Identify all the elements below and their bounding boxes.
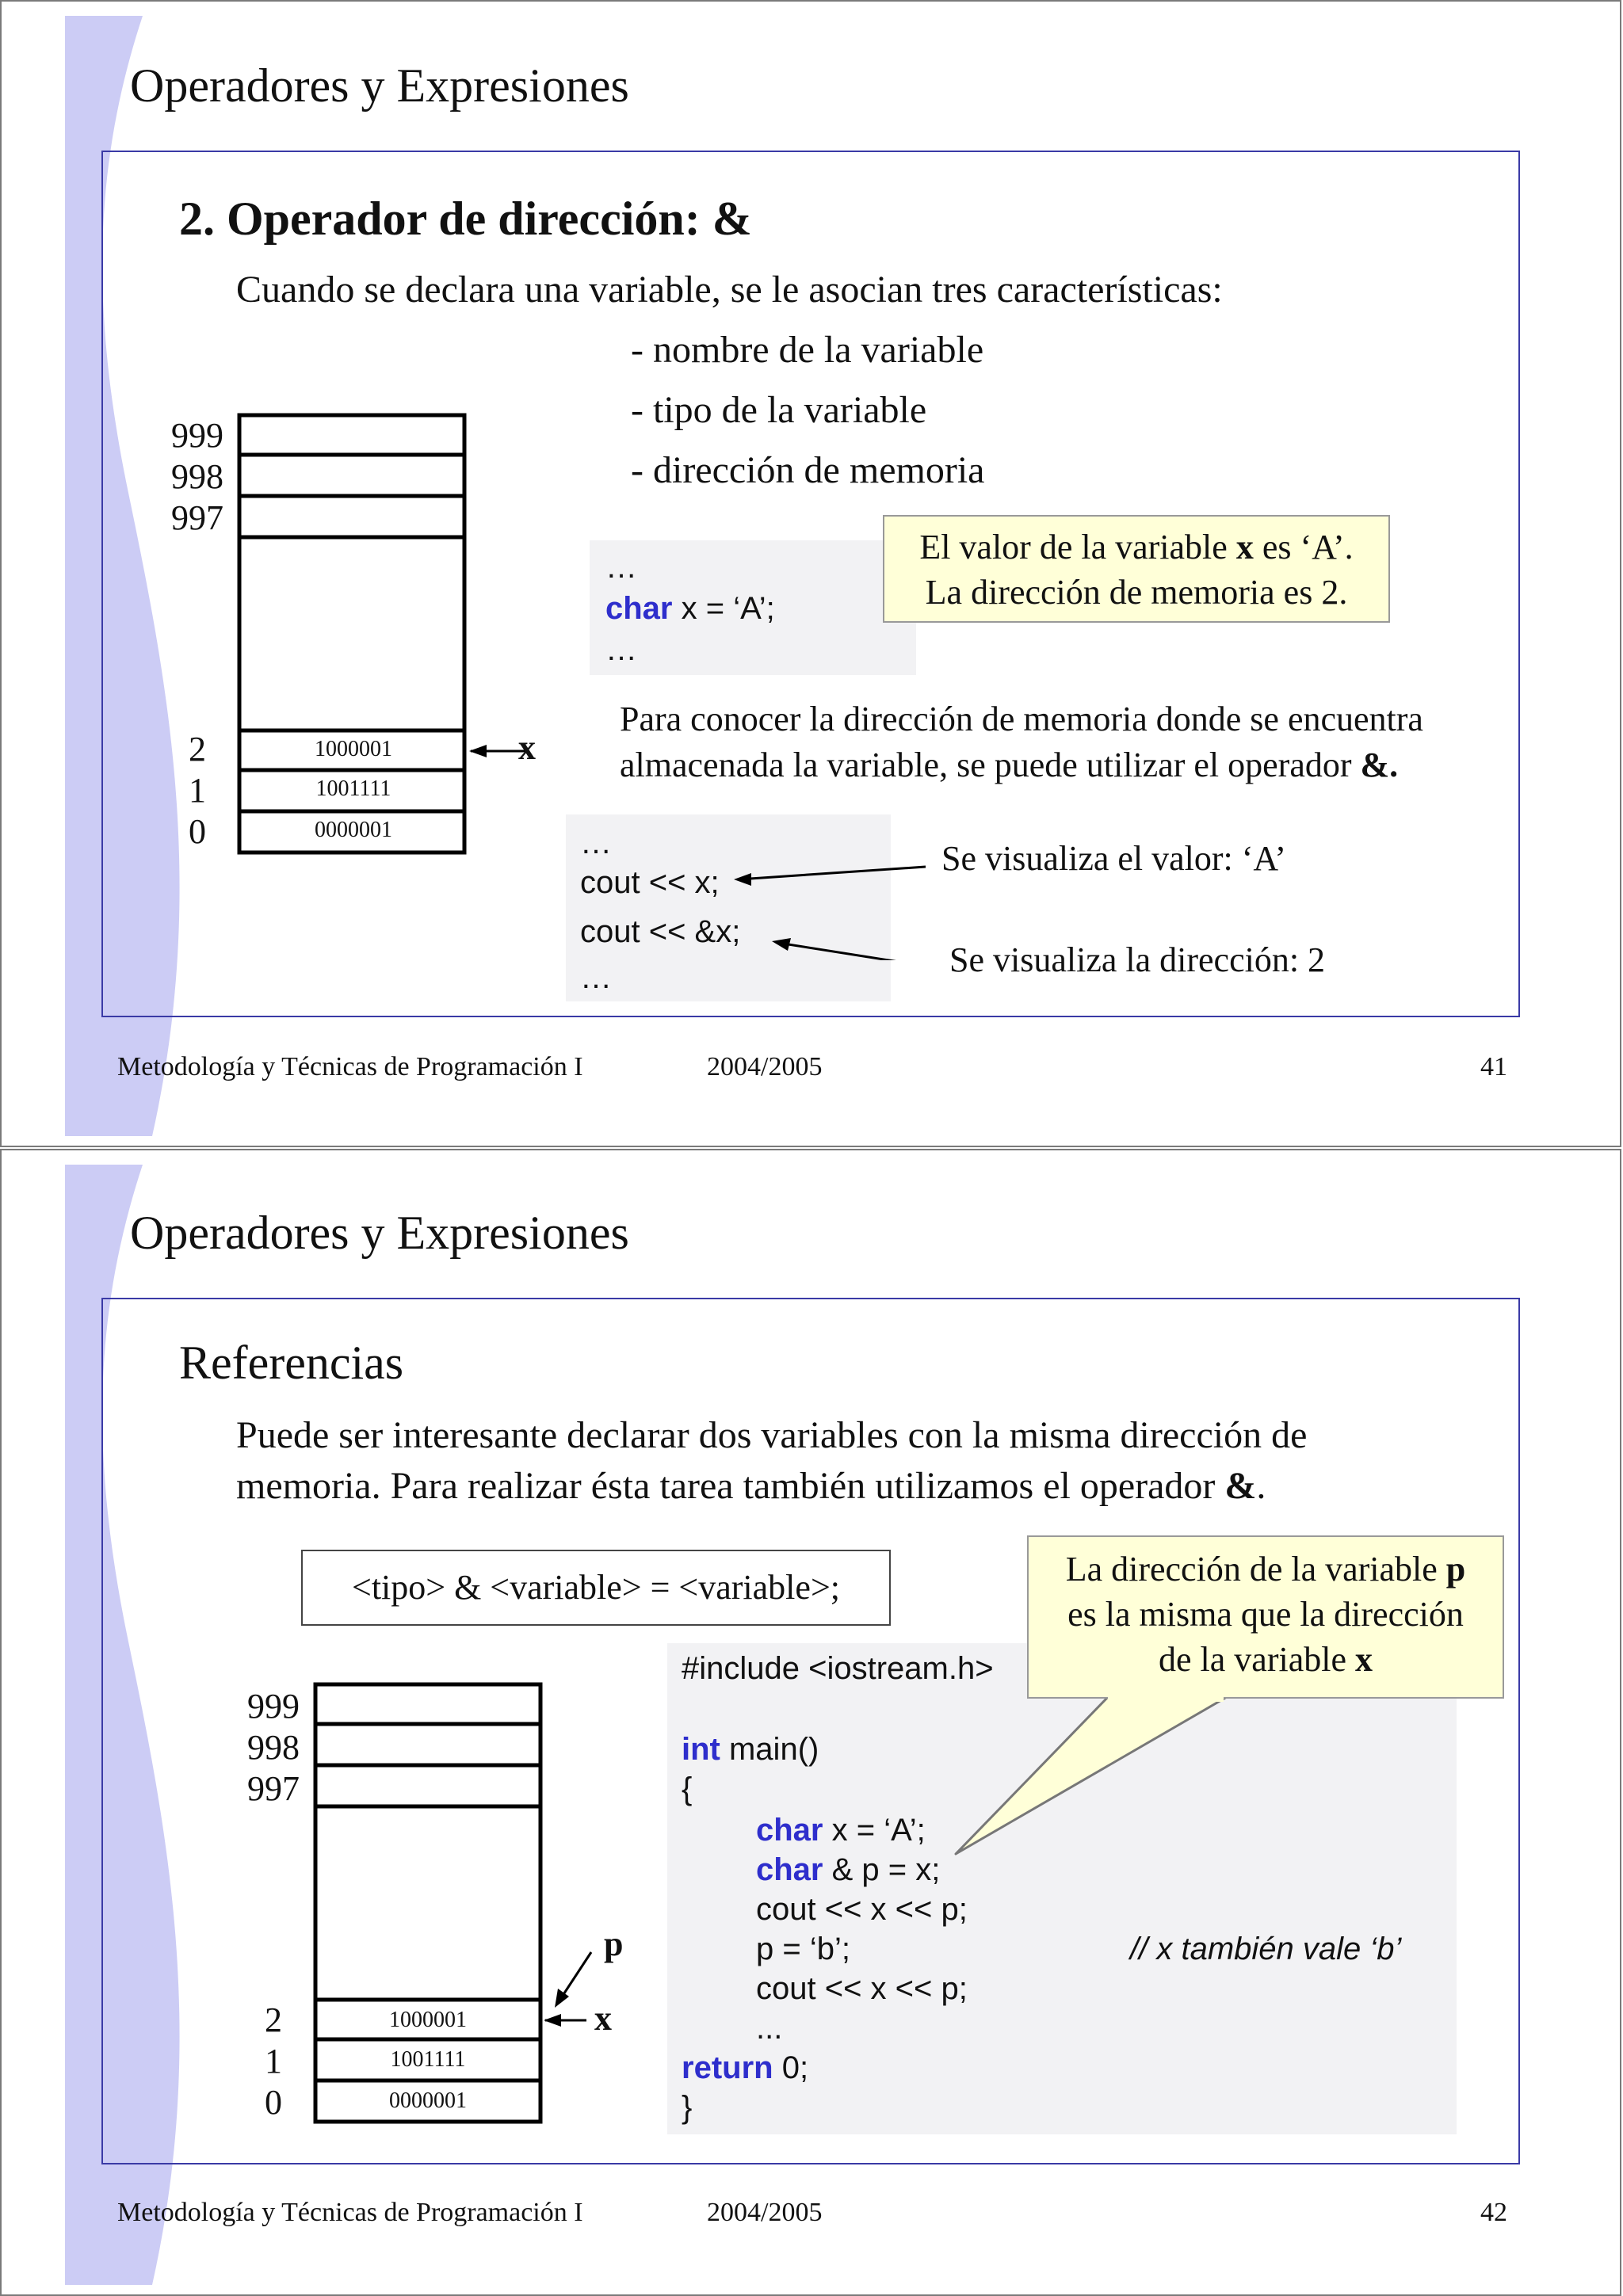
code-char-ref-p: char & p = x; bbox=[756, 1852, 941, 1887]
annotation-value: Se visualiza el valor: ‘A’ bbox=[941, 839, 1286, 878]
intro-line-1: Puede ser interesante declarar dos variables con la misma dirección de bbox=[236, 1414, 1308, 1456]
intro-line-2: memoria. Para realizar ésta tarea también utilizamos el operador &. bbox=[236, 1465, 1266, 1507]
annotation-arrows bbox=[723, 849, 929, 960]
code-cout-2: cout << x << p; bbox=[756, 1971, 968, 2006]
code-ellipsis-bottom: … bbox=[605, 632, 637, 667]
code-close-brace: } bbox=[682, 2090, 693, 2125]
callout-line-2: es la misma que la dirección bbox=[1067, 1595, 1464, 1634]
address-998: 998 bbox=[171, 457, 223, 496]
cell-value-0: 0000001 bbox=[315, 818, 392, 842]
keyword-char: char bbox=[605, 591, 673, 626]
address-999: 999 bbox=[171, 416, 223, 455]
slide-41 bbox=[0, 0, 1621, 1147]
address-998: 998 bbox=[247, 1728, 300, 1767]
cell-value-1: 1001111 bbox=[315, 776, 391, 801]
footer-course: Metodología y Técnicas de Programación I bbox=[117, 2198, 583, 2227]
callout-seam bbox=[1108, 1695, 1224, 1702]
address-2: 2 bbox=[265, 2000, 282, 2039]
pointer-label-p: p bbox=[604, 1924, 624, 1963]
code2-cout-value: cout << x; bbox=[580, 865, 720, 900]
code-char-x: char x = ‘A’; bbox=[756, 1813, 926, 1848]
bullet-type: - tipo de la variable bbox=[631, 389, 927, 431]
cell-value-0: 0000001 bbox=[389, 2088, 467, 2113]
memory-diagram bbox=[307, 1672, 672, 2147]
address-1: 1 bbox=[189, 771, 206, 810]
footer-year: 2004/2005 bbox=[707, 1052, 823, 1081]
callout-line-3: de la variable x bbox=[1159, 1640, 1373, 1679]
pointer-label-x: x bbox=[594, 1999, 612, 2038]
footer-page-number: 41 bbox=[1480, 1052, 1507, 1081]
code-include: #include <iostream.h> bbox=[682, 1651, 994, 1686]
slide-heading: Operadores y Expresiones bbox=[130, 59, 629, 112]
code2-ellipsis-bottom: … bbox=[580, 960, 612, 995]
bullet-name: - nombre de la variable bbox=[631, 329, 984, 371]
syntax-box: <tipo> & <variable> = <variable>; bbox=[301, 1550, 891, 1626]
code-main: int main() bbox=[682, 1732, 819, 1767]
address-0: 0 bbox=[189, 812, 206, 851]
code-line-char bbox=[605, 591, 775, 627]
slide-title: 2. Operador de dirección: & bbox=[179, 193, 752, 245]
bullet-address: - dirección de memoria bbox=[631, 449, 985, 491]
code-assign-p: p = ‘b’; bbox=[756, 1932, 850, 1966]
note-line-1: El valor de la variable x es ‘A’. bbox=[919, 528, 1354, 566]
code-return: return 0; bbox=[682, 2050, 809, 2085]
code-open-brace: { bbox=[682, 1772, 693, 1806]
callout-pointer bbox=[949, 1691, 1298, 1865]
footer-page-number: 42 bbox=[1480, 2198, 1507, 2227]
address-0: 0 bbox=[265, 2083, 282, 2122]
code-ellipsis-top: … bbox=[605, 550, 637, 585]
annotation-address: Se visualiza la dirección: 2 bbox=[949, 940, 1326, 979]
code-ellipsis: ... bbox=[756, 2011, 783, 2046]
slide-title: Referencias bbox=[179, 1337, 404, 1389]
code-comment: // x también vale ‘b’ bbox=[1130, 1932, 1402, 1966]
cell-value-1: 1001111 bbox=[390, 2047, 466, 2072]
address-997: 997 bbox=[247, 1769, 300, 1808]
paragraph-line-2: almacenada la variable, se puede utilizar el operador &. bbox=[620, 746, 1399, 784]
value-note bbox=[883, 515, 1390, 623]
slide-42 bbox=[0, 1149, 1621, 2296]
address-997: 997 bbox=[171, 498, 223, 537]
address-999: 999 bbox=[247, 1687, 300, 1726]
footer-course: Metodología y Técnicas de Programación I bbox=[117, 1052, 583, 1081]
slide-heading: Operadores y Expresiones bbox=[130, 1207, 629, 1259]
callout-line-1: La dirección de la variable p bbox=[1065, 1550, 1466, 1589]
footer-year: 2004/2005 bbox=[707, 2198, 823, 2227]
code-cout-1: cout << x << p; bbox=[756, 1892, 968, 1927]
intro-text: Cuando se declara una variable, se le asocian tres características: bbox=[236, 269, 1223, 311]
address-1: 1 bbox=[265, 2042, 282, 2081]
note-line-2: La dirección de memoria es 2. bbox=[925, 573, 1348, 612]
code2-cout-address: cout << &x; bbox=[580, 914, 741, 949]
cell-value-2: 1000001 bbox=[389, 2008, 467, 2032]
paragraph-line-1: Para conocer la dirección de memoria donde se encuentra bbox=[620, 700, 1423, 738]
code2-ellipsis-top: … bbox=[580, 826, 612, 860]
reference-callout bbox=[1027, 1535, 1504, 1699]
address-2: 2 bbox=[189, 730, 206, 769]
code-text: x = ‘A’; bbox=[672, 591, 775, 626]
pointer-label-x: x bbox=[518, 728, 536, 767]
cell-value-2: 1000001 bbox=[315, 737, 392, 761]
